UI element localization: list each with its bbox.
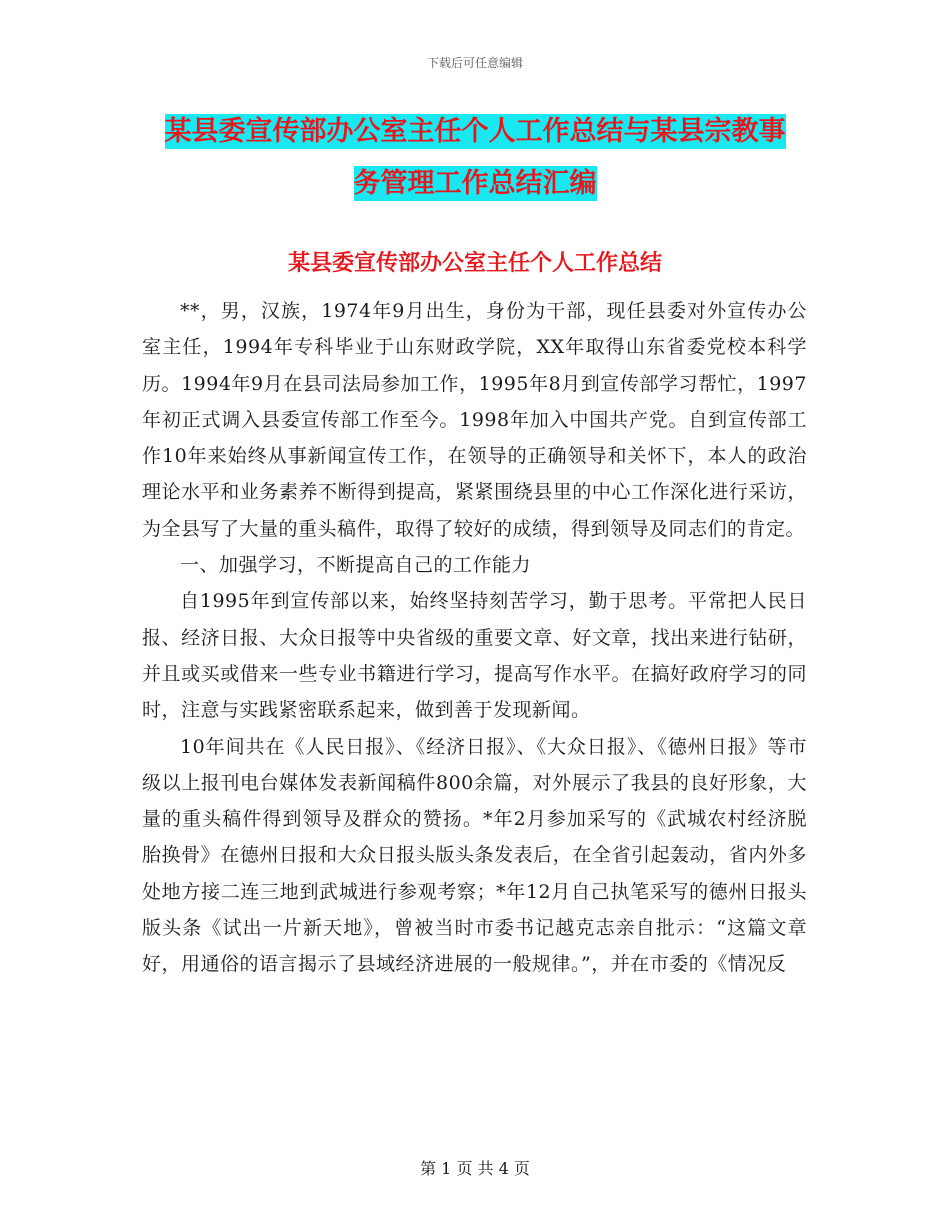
document-body — [142, 293, 807, 983]
paragraph-achievements: 10年间共在《人民日报》、《经济日报》、《大众日报》、《德州日报》等市级以上报刊电台媒体发表新闻稿件800余篇，对外展示了我县的良好形象，大量的重头稿件得到领导及群众的赞扬。*年2月参加采写的《武城农村经济脱胎换骨》在德州日报和大众日报头版头条发表后，在全省引起轰动，省内外多处地方接二连三地到武城进行参观考察；*年12月自己执笔采写的德州日报头版头条《试出一片新天地》，曾被当时市委书记越克志亲自批示：“这篇文章好，用通俗的语言揭示了县域经济进展的一般规律。”，并在市委的《情况反 — [142, 735, 807, 976]
header-note: 下载后可任意编辑 — [426, 56, 523, 70]
paragraph-study: 自1995年到宣传部以来，始终坚持刻苦学习，勤于思考。平常把人民日报、经济日报、大众日报等中央省级的重要文章、好文章，找出来进行钻研，并且或买或借来一些专业书籍进行学习，提高写作水平。在搞好政府学习的同时，注意与实践紧密联系起来，做到善于发现新闻。 — [142, 590, 807, 722]
section-title: 某县委宣传部办公室主任个人工作总结 — [287, 251, 662, 276]
paragraph-heading-1: 一、加强学习，不断提高自己的工作能力 — [180, 554, 532, 577]
document-title — [120, 106, 830, 210]
document-title-line2: 务管理工作总结汇编 — [353, 168, 597, 199]
paragraph-intro: **，男，汉族，1974年9月出生，身份为干部，现任县委对外宣传办公室主任，1994年专科毕业于山东财政学院，XX年取得山东省委党校本科学历。1994年9月在县司法局参加工作，1995年8月到宣传部学习帮忙，1997年初正式调入县委宣传部工作至今。1998年加入中国共产党。自到宣传部工作10年来始终从事新闻宣传工作，在领导的正确领导和关怀下，本人的政治理论水平和业务素养不断得到提高，紧紧围绕县里的中心工作深化进行采访，为全县写了大量的重头稿件，取得了较好的成绩，得到领导及同志们的肯定。 — [142, 300, 807, 540]
page-footer: 第 1 页 共 4 页 — [420, 1159, 530, 1178]
document-title-line1: 某县委宣传部办公室主任个人工作总结与某县宗教事 — [164, 116, 786, 147]
